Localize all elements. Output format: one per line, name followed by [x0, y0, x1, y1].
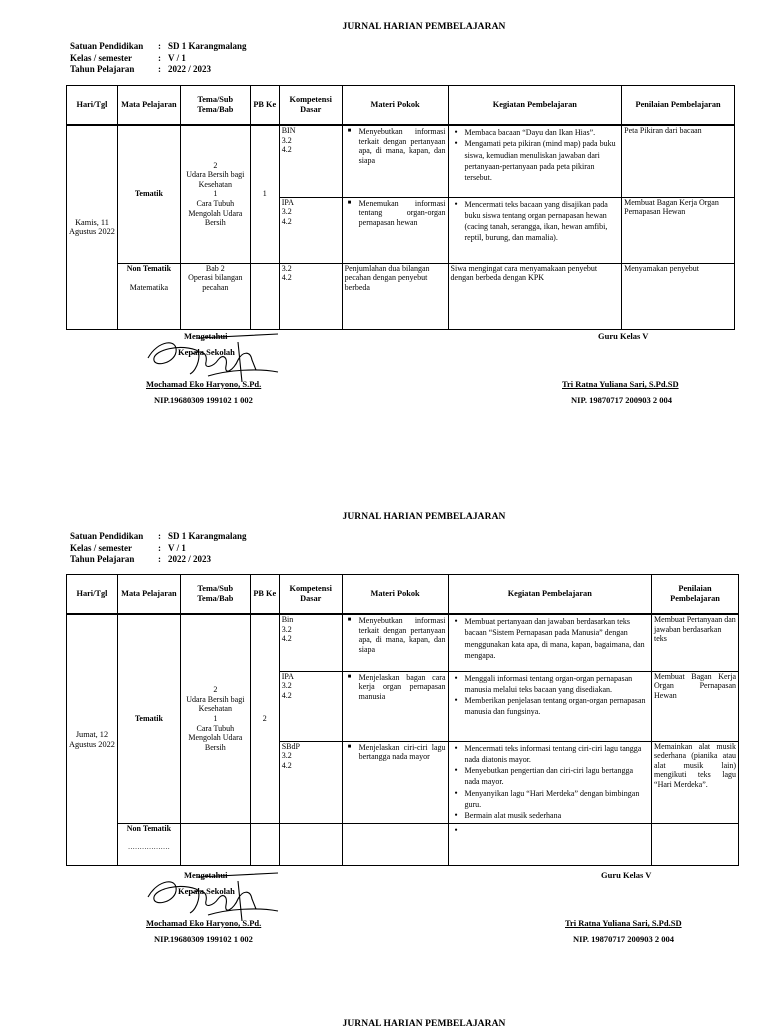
sign-left-top: Mengetahui	[184, 870, 228, 880]
subject-cell: Tematik	[117, 125, 180, 263]
journal-page-2	[0, 490, 768, 970]
journal-table	[66, 574, 739, 866]
materi-cell: ■ Menyebutkan informasi terkait dengan pertanyaan apa, di mana, kapan, dan siapa	[342, 125, 448, 197]
header-materi: Materi Pokok	[342, 575, 448, 615]
journal-title-next: JURNAL HARIAN PEMBELAJARAN	[342, 1019, 506, 1029]
kd-cell	[279, 823, 342, 865]
principal-name: Mochamad Eko Haryono, S.Pd.	[146, 918, 262, 928]
nontematik-pb-cell	[250, 263, 279, 329]
teacher-name: Tri Ratna Yuliana Sari, S.Pd.SD	[565, 918, 682, 928]
header-hari: Hari/Tgl	[67, 86, 118, 126]
nontematik-theme-cell	[180, 823, 250, 865]
materi-cell: ■ Menemukan informasi tentang organ-organ pernapasan hewan	[342, 197, 448, 263]
signature-image	[138, 869, 288, 929]
nontematik-cell: Non Tematik ………………	[117, 823, 180, 865]
school-info: Satuan Pendidikan : SD 1 Karangmalang Kelas / semester : V / 1 Tahun Pelajaran : 2022 / 2023	[70, 41, 247, 74]
theme-cell: 2 Udara Bersih bagi Kesehatan 1 Cara Tubuh Mengolah Udara Bersih	[180, 125, 250, 263]
kegiatan-cell: • Membaca bacaan “Dayu dan Ikan Hias”. • Mengamati peta pikiran (mind map) pada buku siswa, kemudian menuliskan jawaban dari pertanyaan-pertanyaan pada peta pikiran tersebut.	[448, 125, 622, 197]
header-materi: Materi Pokok	[342, 86, 448, 126]
header-penilaian: Penilaian Pembelajaran	[622, 86, 735, 126]
pb-cell: 1	[250, 125, 279, 263]
penilaian-cell: Membuat Bagan Kerja Organ Pernapasan Hewan	[652, 671, 739, 741]
teacher-nip: NIP. 19870717 200903 2 004	[571, 395, 672, 405]
principal-nip: NIP.19680309 199102 1 002	[154, 934, 253, 944]
school-info: Satuan Pendidikan : SD 1 Karangmalang Kelas / semester : V / 1 Tahun Pelajaran : 2022 / 2023	[70, 531, 247, 564]
header-kd: Kompetensi Dasar	[279, 575, 342, 615]
nontematik-theme-cell: Bab 2 Operasi bilangan pecahan	[180, 263, 250, 329]
kegiatan-cell	[448, 823, 652, 865]
kegiatan-cell: • Mencermati teks bacaan yang disajikan pada buku siswa tentang organ pernapasan hewan (cacing tanah, serangga, ikan, hewan amfibi, reptil, burung, dan mamalia).	[448, 197, 622, 263]
header-tema: Tema/Sub Tema/Bab	[180, 575, 250, 615]
kd-cell: IPA 3.2 4.2	[279, 671, 342, 741]
journal-title: JURNAL HARIAN PEMBELAJARAN	[342, 512, 506, 522]
kd-cell: Bin 3.2 4.2	[279, 614, 342, 671]
materi-cell: ■ Menjelaskan ciri-ciri lagu bertangga nada mayor	[342, 741, 448, 823]
principal-name: Mochamad Eko Haryono, S.Pd.	[146, 379, 262, 389]
principal-nip: NIP.19680309 199102 1 002	[154, 395, 253, 405]
sign-left-role: Kepala Sekolah	[178, 347, 235, 357]
subject-cell: Tematik	[117, 614, 180, 823]
journal-title: JURNAL HARIAN PEMBELAJARAN	[342, 22, 506, 32]
header-pb: PB Ke	[250, 86, 279, 126]
header-pb: PB Ke	[250, 575, 279, 615]
penilaian-cell	[652, 823, 739, 865]
kd-cell: BIN 3.2 4.2	[279, 125, 342, 197]
materi-cell	[342, 823, 448, 865]
pb-cell: 2	[250, 614, 279, 823]
signature-image	[138, 330, 288, 390]
sign-right-top: Guru Kelas V	[601, 870, 652, 880]
header-mapel: Mata Pelajaran	[117, 575, 180, 615]
day-cell: Jumat, 12 Agustus 2022	[67, 614, 118, 865]
nontematik-pb-cell	[250, 823, 279, 865]
teacher-name: Tri Ratna Yuliana Sari, S.Pd.SD	[562, 379, 679, 389]
header-kegiatan: Kegiatan Pembelajaran	[448, 86, 622, 126]
sign-left-role: Kepala Sekolah	[178, 886, 235, 896]
materi-cell: Penjumlahan dua bilangan pecahan dengan penyebut berbeda	[342, 263, 448, 329]
kd-cell: SBdP 3.2 4.2	[279, 741, 342, 823]
materi-cell: ■ Menjelaskan bagan cara kerja organ pernapasan manusia	[342, 671, 448, 741]
journal-page-1	[0, 0, 768, 480]
header-kegiatan: Kegiatan Pembelajaran	[448, 575, 652, 615]
materi-cell: ■ Menyebutkan informasi terkait dengan pertanyaan apa, di mana, kapan, dan siapa	[342, 614, 448, 671]
nontematik-cell: Non Tematik Matematika	[117, 263, 180, 329]
penilaian-cell: Membuat Bagan Kerja Organ Pernapasan Hewan	[622, 197, 735, 263]
header-tema: Tema/Sub Tema/Bab	[180, 86, 250, 126]
kegiatan-cell: Siwa mengingat cara menyamakaan penyebut dengan berbeda dengan KPK	[448, 263, 622, 329]
kd-cell: 3.2 4.2	[279, 263, 342, 329]
kegiatan-cell: • Mencermati teks informasi tentang ciri-ciri lagu tangga nada diatonis mayor. • Menyebutkan pengertian dan ciri-ciri lagu bertangga nada mayor. • Menyanyikan lagu “Hari Merdeka” dengan bimbingan guru. • Bermain alat musik sederhana	[448, 741, 652, 823]
teacher-nip: NIP. 19870717 200903 2 004	[573, 934, 674, 944]
kegiatan-cell: • Menggali informasi tentang organ-organ pernapasan manusia melalui teks bacaan yang disediakan. • Memberikan penjelasan tentang organ-organ pernapasan manusia dan fungsinya.	[448, 671, 652, 741]
theme-cell: 2 Udara Bersih bagi Kesehatan 1 Cara Tubuh Mengolah Udara Bersih	[180, 614, 250, 823]
header-mapel: Mata Pelajaran	[117, 86, 180, 126]
journal-table	[66, 85, 735, 330]
header-kd: Kompetensi Dasar	[279, 86, 342, 126]
kd-cell: IPA 3.2 4.2	[279, 197, 342, 263]
penilaian-cell: Peta Pikiran dari bacaan	[622, 125, 735, 197]
sign-left-top: Mengetahui	[184, 331, 228, 341]
header-hari: Hari/Tgl	[67, 575, 118, 615]
kegiatan-cell: • Membuat pertanyaan dan jawaban berdasarkan teks bacaan “Sistem Pernapasan pada Manusia” dengan menggunakan kata apa, di mana, kapan, bagaimana, dan mengapa.	[448, 614, 652, 671]
penilaian-cell: Menyamakan penyebut	[622, 263, 735, 329]
penilaian-cell: Membuat Pertanyaan dan jawaban berdasarkan teks	[652, 614, 739, 671]
day-cell: Kamis, 11 Agustus 2022	[67, 125, 118, 329]
header-penilaian: Penilaian Pembelajaran	[652, 575, 739, 615]
penilaian-cell: Memainkan alat musik sederhana (pianika atau alat musik lain) mengikuti teks lagu “Hari Merdeka”.	[652, 741, 739, 823]
sign-right-top: Guru Kelas V	[598, 331, 649, 341]
